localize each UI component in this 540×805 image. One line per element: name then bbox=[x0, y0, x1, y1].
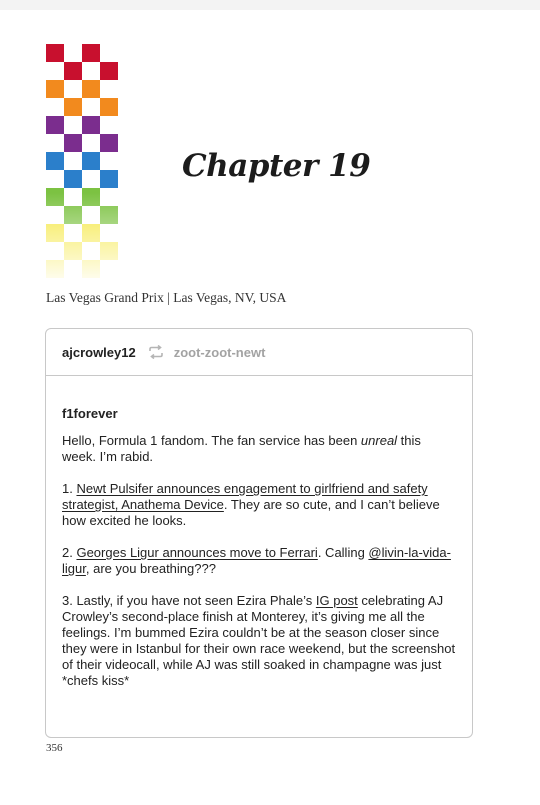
link-ferrari-news[interactable]: Georges Ligur announces move to Ferrari bbox=[76, 545, 318, 560]
checker-flag-graphic bbox=[46, 44, 118, 284]
link-ig-post[interactable]: IG post bbox=[315, 593, 358, 608]
post-username[interactable]: ajcrowley12 bbox=[62, 344, 136, 360]
post-paragraph-item-2: 2. Georges Ligur announces move to Ferrari. Calling @livin-la-vida-ligur, are you breathing??? bbox=[62, 545, 451, 576]
post-blog-name[interactable]: f1forever bbox=[62, 406, 118, 421]
page-number: 356 bbox=[46, 742, 63, 754]
chapter-title: Chapter 19 bbox=[182, 148, 371, 184]
post-header bbox=[46, 329, 472, 376]
link-engagement-news[interactable]: Newt Pulsifer announces engagement to girlfriend and safety strategist, Anathema Device bbox=[62, 481, 428, 512]
page-top-strip bbox=[0, 0, 540, 10]
reblog-icon[interactable] bbox=[148, 345, 164, 359]
emphasis-unreal: unreal bbox=[360, 433, 398, 448]
mention-livin-la-vida-ligur[interactable]: @livin-la-vida-ligur bbox=[62, 545, 451, 576]
social-post-card bbox=[45, 328, 473, 738]
post-body bbox=[46, 376, 472, 689]
post-paragraph-item-3: 3. Lastly, if you have not seen Ezira Phale’s IG post celebrating AJ Crowley’s second-place finish at Monterey, it’s giving me all the feelings. I’m bummed Ezira couldn’t be at the season closer since they were in Istanbul for their own race weekend, but the screenshot of their videocall, while AJ was still soaked in champagne was just *chefs kiss* bbox=[62, 593, 456, 688]
post-paragraph-intro: Hello, Formula 1 fandom. The fan service has been unreal this week. I’m rabid. bbox=[62, 433, 421, 464]
post-paragraph-item-1: 1. Newt Pulsifer announces engagement to girlfriend and safety strategist, Anathema Device. They are so cute, and I can’t believe how excited he looks. bbox=[62, 481, 440, 528]
reblogged-from-username[interactable]: zoot-zoot-newt bbox=[173, 344, 266, 360]
chapter-location: Las Vegas Grand Prix | Las Vegas, NV, USA bbox=[46, 290, 287, 305]
